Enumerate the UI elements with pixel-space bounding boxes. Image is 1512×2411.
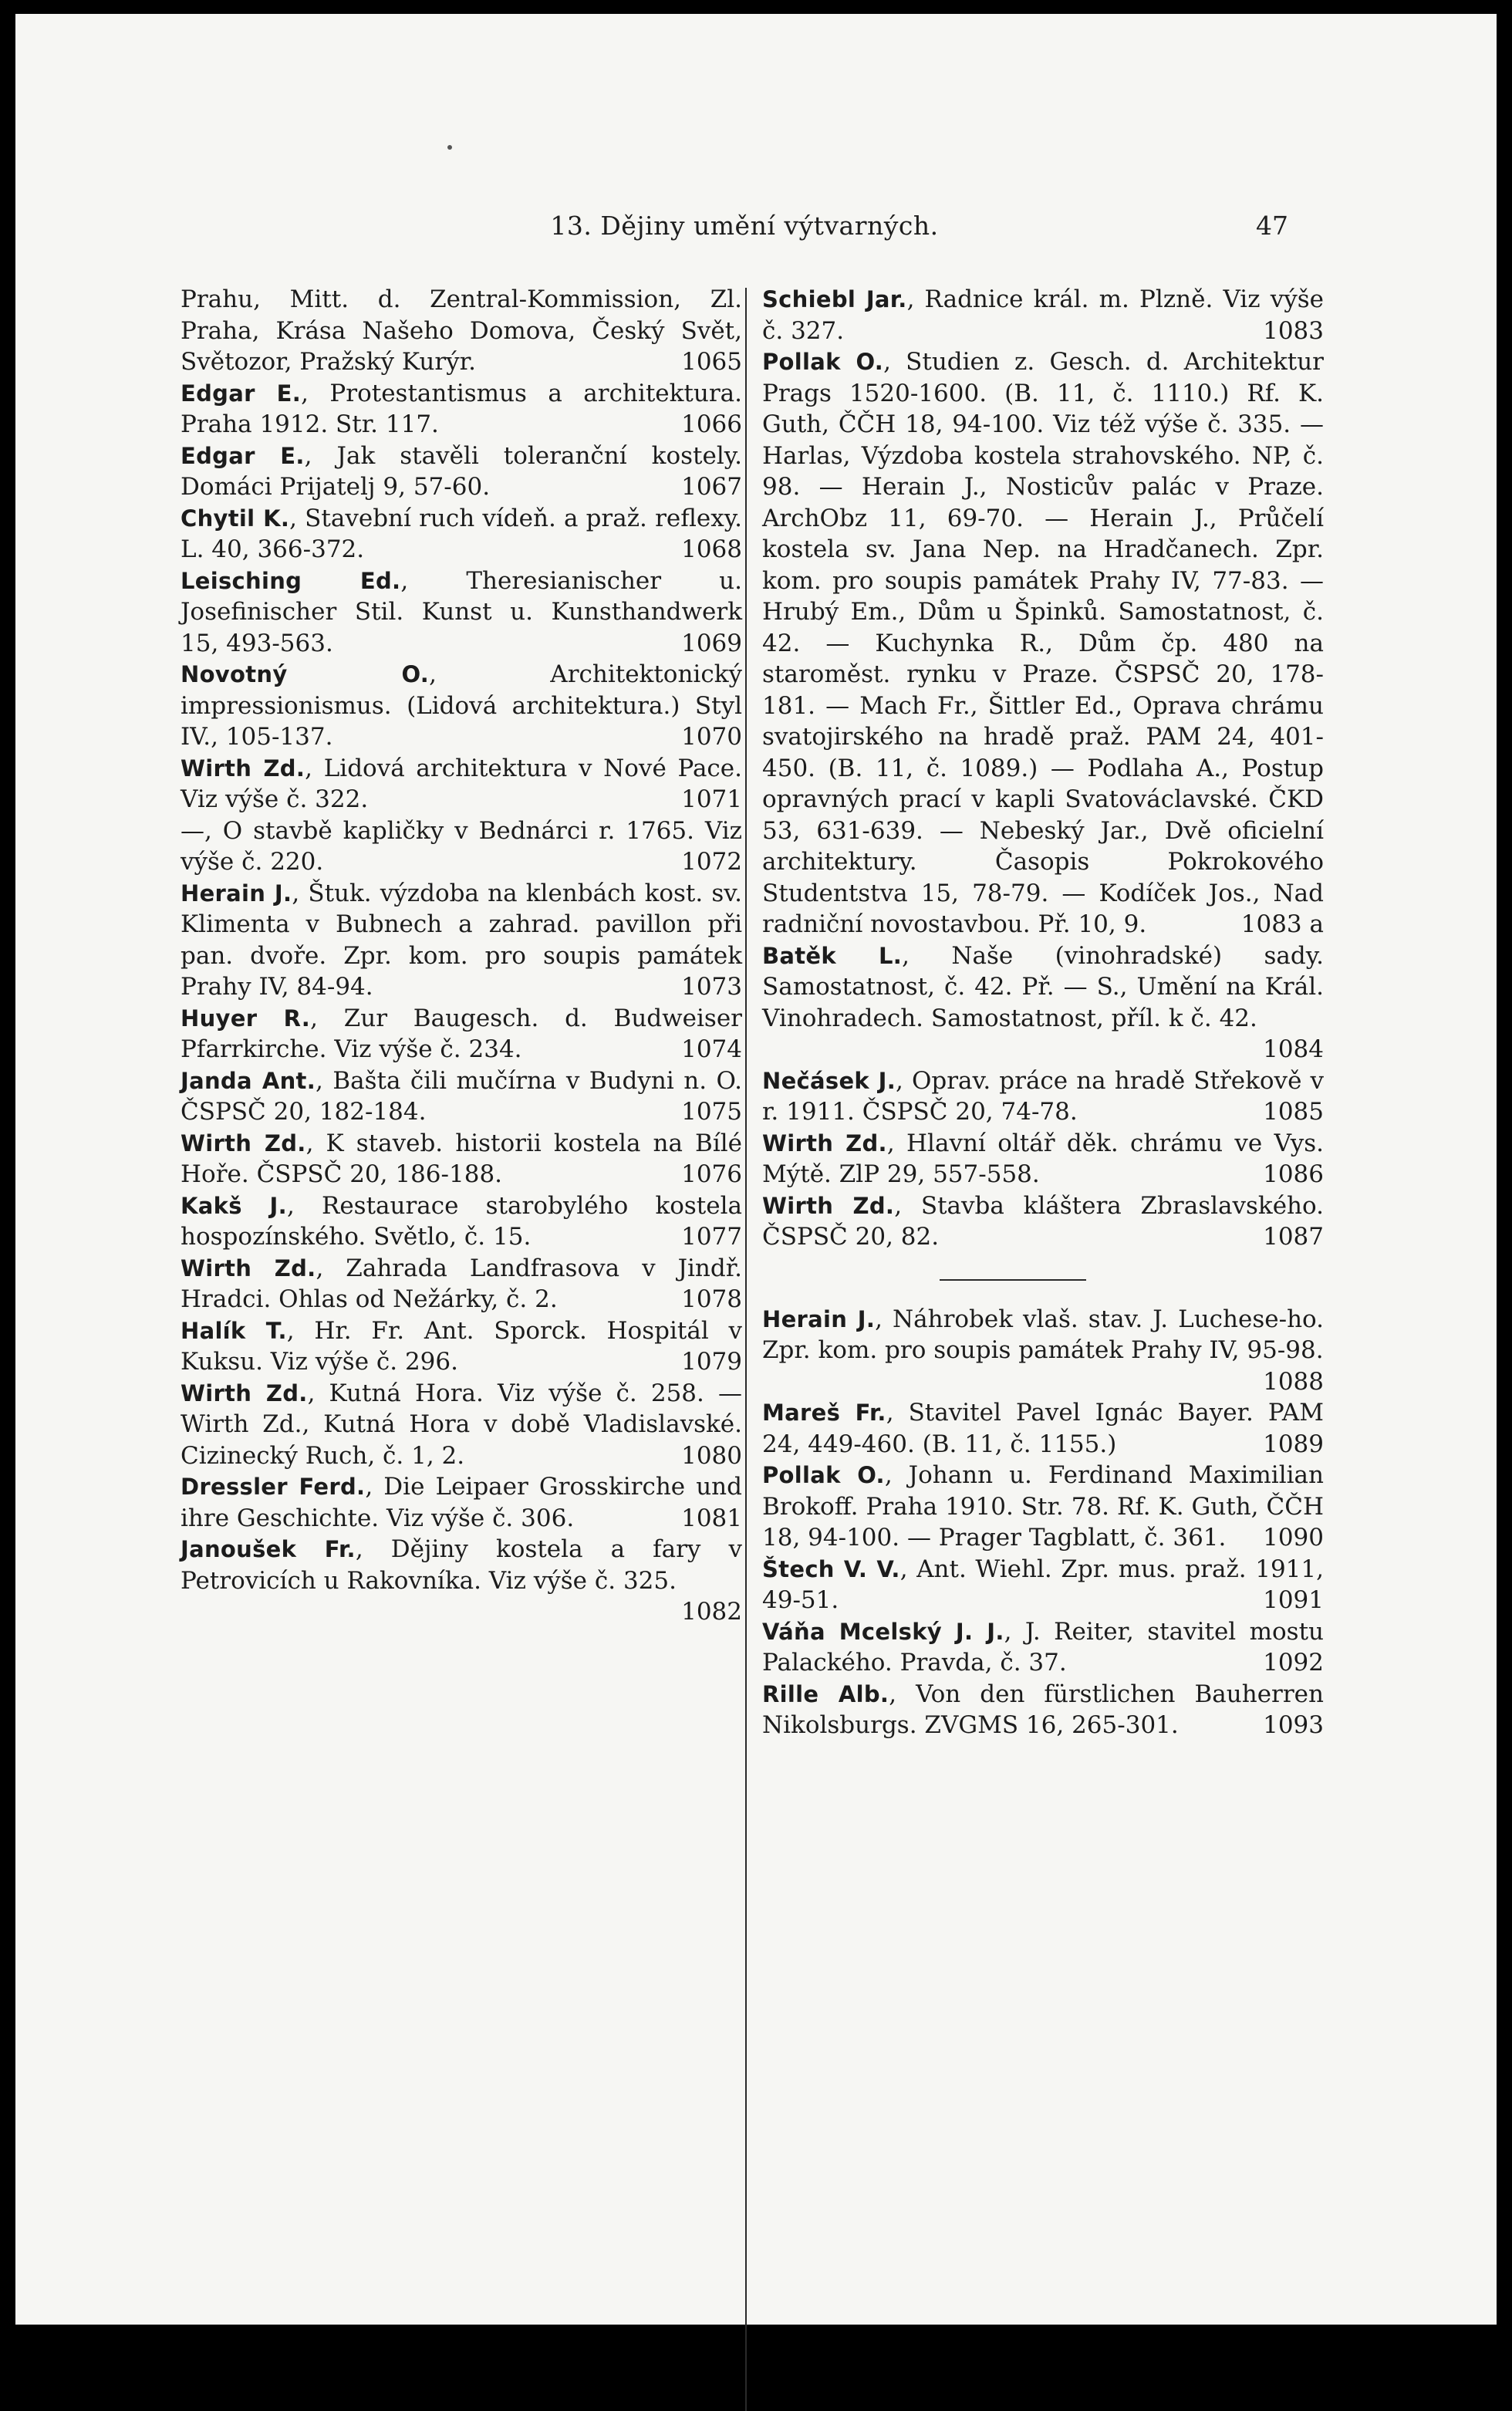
entry-author: Chytil K. <box>181 505 290 532</box>
bibliography-entry <box>181 659 742 753</box>
entry-author: Rille Alb. <box>762 1680 889 1707</box>
entry-number: 1083 <box>1263 316 1324 345</box>
entry-number: 1079 <box>681 1348 742 1376</box>
entry-text: , Jak stavěli toleranční kostely. Domáci Prijatelj 9, 57-60. <box>181 441 742 501</box>
bibliography-entry <box>762 284 1324 346</box>
entry-text: , Hr. Fr. Ant. Sporck. Hospitál v Kuksu. Viz výše č. 296. <box>181 1316 742 1376</box>
entry-text: , Stavební ruch vídeň. a praž. reflexy. L. 40, 366-372. <box>181 504 742 563</box>
entry-number: 1087 <box>1263 1223 1324 1251</box>
bibliography-entry <box>762 1554 1324 1616</box>
entry-author: Janoušek Fr. <box>181 1536 356 1562</box>
entry-text: , Bašta čili mučírna v Budyni n. O. ČSPSČ 20, 182-184. <box>181 1066 742 1126</box>
entry-author: Mareš Fr. <box>762 1400 886 1426</box>
bibliography-entry <box>181 1378 742 1472</box>
entry-text: , Štuk. výzdoba na klenbách kost. sv. Klimenta v Bubnech a zahrad. pavillon při pan. dvoře. Zpr. kom. pro soupis památek Prahy IV, 84-94. <box>181 879 742 1001</box>
entry-author: Wirth Zd. <box>181 1254 316 1281</box>
entry-text: , Stavitel Pavel Ignác Bayer. PAM 24, 449-460. (B. 11, č. 1155.) <box>762 1399 1324 1458</box>
entry-text: , Hlavní oltář děk. chrámu ve Vys. Mýtě. ZlP 29, 557-558. <box>762 1129 1324 1188</box>
bibliography-entry <box>181 753 742 815</box>
entry-text: , Dějiny kostela a fary v Petrovicích u Rakovníka. Viz výše č. 325. <box>181 1535 742 1595</box>
entry-number: 1090 <box>1263 1524 1324 1552</box>
entry-author: Wirth Zd. <box>762 1192 895 1219</box>
bibliography-entry <box>181 1534 742 1628</box>
entry-author: Kakš J. <box>181 1192 287 1219</box>
entry-author: Janda Ant. <box>181 1067 316 1094</box>
entry-text: , Stavba kláštera Zbraslavského. ČSPSČ 20, 82. <box>762 1191 1324 1251</box>
entry-text: , Die Leipaer Grosskirche und ihre Geschichte. Viz výše č. 306. <box>181 1473 742 1532</box>
entry-author: Edgar E. <box>181 442 305 469</box>
entry-text: , Náhrobek vlaš. stav. J. Luchese-ho. Zpr. kom. pro soupis památek Prahy IV, 95-98. <box>762 1305 1325 1364</box>
entry-number: 1081 <box>681 1504 742 1532</box>
bibliography-entry <box>762 346 1324 940</box>
speck-mark <box>447 145 452 150</box>
entry-author: Herain J. <box>762 1305 876 1332</box>
entry-number: 1080 <box>681 1441 742 1470</box>
entry-text: , K staveb. historii kostela na Bílé Hoře. ČSPSČ 20, 186-188. <box>181 1129 743 1188</box>
entry-number: 1093 <box>1263 1711 1324 1739</box>
entry-text: , Restaurace starobylého kostela hospozínského. Světlo, č. 15. <box>181 1191 743 1251</box>
entry-text: , Architektonický impressionismus. (Lidová architektura.) Styl IV., 105-137. <box>181 660 742 751</box>
entry-text: , Ant. Wiehl. Zpr. mus. praž. 1911, 49-51. <box>762 1555 1324 1614</box>
section-title: 13. Dějiny umění výtvarných. <box>550 211 939 241</box>
entry-number: 1089 <box>1263 1430 1324 1458</box>
entry-number: 1075 <box>681 1098 742 1126</box>
entry-number: 1083 a <box>1240 910 1324 938</box>
entry-author: Batěk L. <box>762 942 903 969</box>
entry-number: 1065 <box>681 348 742 376</box>
bibliography-entry <box>181 284 742 378</box>
section-separator <box>940 1279 1086 1281</box>
entry-text: Prahu, Mitt. d. Zentral-Kommission, Zl. Praha, Krása Našeho Domova, Český Svět, Světozor, Pražský Kurýr. <box>181 285 742 376</box>
entry-author: Huyer R. <box>181 1005 311 1032</box>
entry-number: 1086 <box>1263 1160 1324 1188</box>
bibliography-entry <box>181 1065 742 1128</box>
bibliography-entry <box>181 1315 742 1378</box>
bibliography-entry <box>181 441 742 503</box>
bibliography-entry <box>181 815 742 878</box>
bibliography-entry <box>762 1397 1324 1460</box>
bibliography-entry <box>181 378 742 441</box>
bibliography-entry <box>762 1679 1324 1741</box>
entry-author: Wirth Zd. <box>181 1379 308 1406</box>
entry-number: 1071 <box>681 785 742 813</box>
bibliography-entry <box>762 1304 1324 1398</box>
entry-text: , Kutná Hora. Viz výše č. 258. — Wirth Zd., Kutná Hora v době Vladislavské. Cizinecký Ruch, č. 1, 2. <box>181 1379 742 1470</box>
entry-number: 1073 <box>681 973 742 1001</box>
entry-number: 1076 <box>681 1160 742 1188</box>
bibliography-entry <box>181 1471 742 1534</box>
entry-text: , Von den fürstlichen Bauherren Nikolsburgs. ZVGMS 16, 265-301. <box>762 1680 1324 1739</box>
entry-text: , Zur Baugesch. d. Budweiser Pfarrkirche. Viz výše č. 234. <box>181 1004 743 1063</box>
entry-author: Edgar E. <box>181 380 302 407</box>
bibliography-entry <box>762 1460 1324 1554</box>
entry-text: , Zahrada Landfrasova v Jindř. Hradci. Ohlas od Nežárky, č. 2. <box>181 1254 742 1313</box>
bibliography-entry <box>181 878 742 1003</box>
entry-number: 1085 <box>1263 1098 1324 1126</box>
entry-author: Wirth Zd. <box>762 1130 887 1157</box>
entry-number: 1066 <box>681 410 742 438</box>
bibliography-entry <box>762 1128 1324 1190</box>
entry-text: , Studien z. Gesch. d. Architektur Prags 1520-1600. (B. 11, č. 1110.) Rf. K. Guth, ČČH 18, 94-100. Viz též výše č. 335. — Harlas, Výzdoba kostela strahovského. NP, č. 98. — Herain J., Nosticův palác v Praze. ArchObz 11, 69-70. — Herain J., Průčelí kostela sv. Jana Nep. na Hradčanech. Zpr. kom. pro soupis památek Prahy IV, 77-83. — Hrubý Em., Dům u Špinků. Samostatnost, č. 42. — Kuchynka R., Dům čp. 480 na staroměst. rynku v Praze. ČSPSČ 20, 178-181. — Mach Fr., Šittler Ed., Oprava chrámu svatojirského na hradě praž. PAM 24, 401-450. (B. 11, č. 1089.) — Podlaha A., Postup opravných prací v kapli Svatováclavské. ČKD 53, 631-639. — Nebeský Jar., Dvě oficielní architektury. Časopis Pokrokového Studentstva 15, 78-79. — Kodíček Jos., Nad radniční novostavbou. Př. 10, 9. <box>762 348 1325 938</box>
entry-number: 1091 <box>1263 1586 1324 1614</box>
entry-text: , J. Reiter, stavitel mostu Palackého. Pravda, č. 37. <box>762 1617 1324 1677</box>
entry-author: Dressler Ferd. <box>181 1474 366 1500</box>
entry-number: 1084 <box>1263 1035 1324 1063</box>
entry-author: Leisching Ed. <box>181 567 401 594</box>
entry-author: Schiebl Jar. <box>762 286 907 312</box>
bibliography-entry <box>181 503 742 566</box>
entry-text: , Protestantismus a architektura. Praha 1912. Str. 117. <box>181 379 742 438</box>
entry-number: 1069 <box>681 629 742 657</box>
entry-number: 1074 <box>681 1035 742 1063</box>
entry-author: Štech V. V. <box>762 1555 900 1582</box>
entry-text: , Lidová architektura v Nové Pace. Viz výše č. 322. <box>181 754 742 813</box>
bibliography-entry <box>181 1003 742 1065</box>
entry-number: 1068 <box>681 535 742 563</box>
entry-author: Novotný O. <box>181 661 430 687</box>
entry-number: 1077 <box>681 1223 742 1251</box>
right-column <box>762 284 1324 1741</box>
bibliography-entry <box>181 1253 742 1315</box>
entry-author: Nečásek J. <box>762 1067 896 1094</box>
entry-author: Herain J. <box>181 880 292 907</box>
entry-text: , Johann u. Ferdinand Maximilian Brokoff. Praha 1910. Str. 78. Rf. K. Guth, ČČH 18, 94-100. — Prager Tagblatt, č. 361. <box>762 1461 1324 1552</box>
entry-author: Halík T. <box>181 1317 287 1344</box>
page-number: 47 <box>1256 211 1288 241</box>
entry-text: , Oprav. práce na hradě Střekově v r. 1911. ČSPSČ 20, 74-78. <box>762 1066 1324 1126</box>
bibliography-entry <box>762 940 1324 1065</box>
entry-author: Pollak O. <box>762 349 884 375</box>
entry-number: 1082 <box>681 1598 742 1626</box>
bibliography-entry <box>181 1190 742 1253</box>
entry-text: , Theresianischer u. Josefinischer Stil. Kunst u. Kunsthandwerk 15, 493-563. <box>181 566 742 657</box>
column-divider <box>745 288 747 2411</box>
bibliography-entry <box>762 1616 1324 1679</box>
entry-text: , O stavbě kapličky v Bednárci r. 1765. Viz výše č. 220. <box>181 816 742 876</box>
entry-number: 1072 <box>681 848 742 876</box>
page-sheet <box>15 14 1497 2325</box>
entry-author: Váňa Mcelský J. J. <box>762 1618 1004 1645</box>
entry-text: , Naše (vinohradské) sady. Samostatnost, č. 42. Př. — S., Umění na Král. Vinohradech. Samostatnost, příl. k č. 42. <box>762 941 1324 1032</box>
entry-author: Wirth Zd. <box>181 755 305 782</box>
entry-text: , Radnice král. m. Plzně. Viz výše č. 327. <box>762 285 1324 345</box>
entry-number: 1088 <box>1263 1367 1324 1396</box>
running-header <box>201 211 1288 257</box>
entry-author: Wirth Zd. <box>181 1130 306 1157</box>
entry-number: 1067 <box>681 473 742 501</box>
entry-number: 1078 <box>681 1285 742 1313</box>
entry-author: Pollak O. <box>762 1462 885 1488</box>
bibliography-entry <box>181 1128 742 1190</box>
entry-number: 1070 <box>681 723 742 751</box>
entry-prefix: — <box>181 816 204 845</box>
entry-number: 1092 <box>1263 1649 1324 1677</box>
bibliography-entry <box>762 1065 1324 1128</box>
bibliography-entry <box>762 1190 1324 1253</box>
left-column <box>181 284 742 1628</box>
bibliography-entry <box>181 566 742 660</box>
